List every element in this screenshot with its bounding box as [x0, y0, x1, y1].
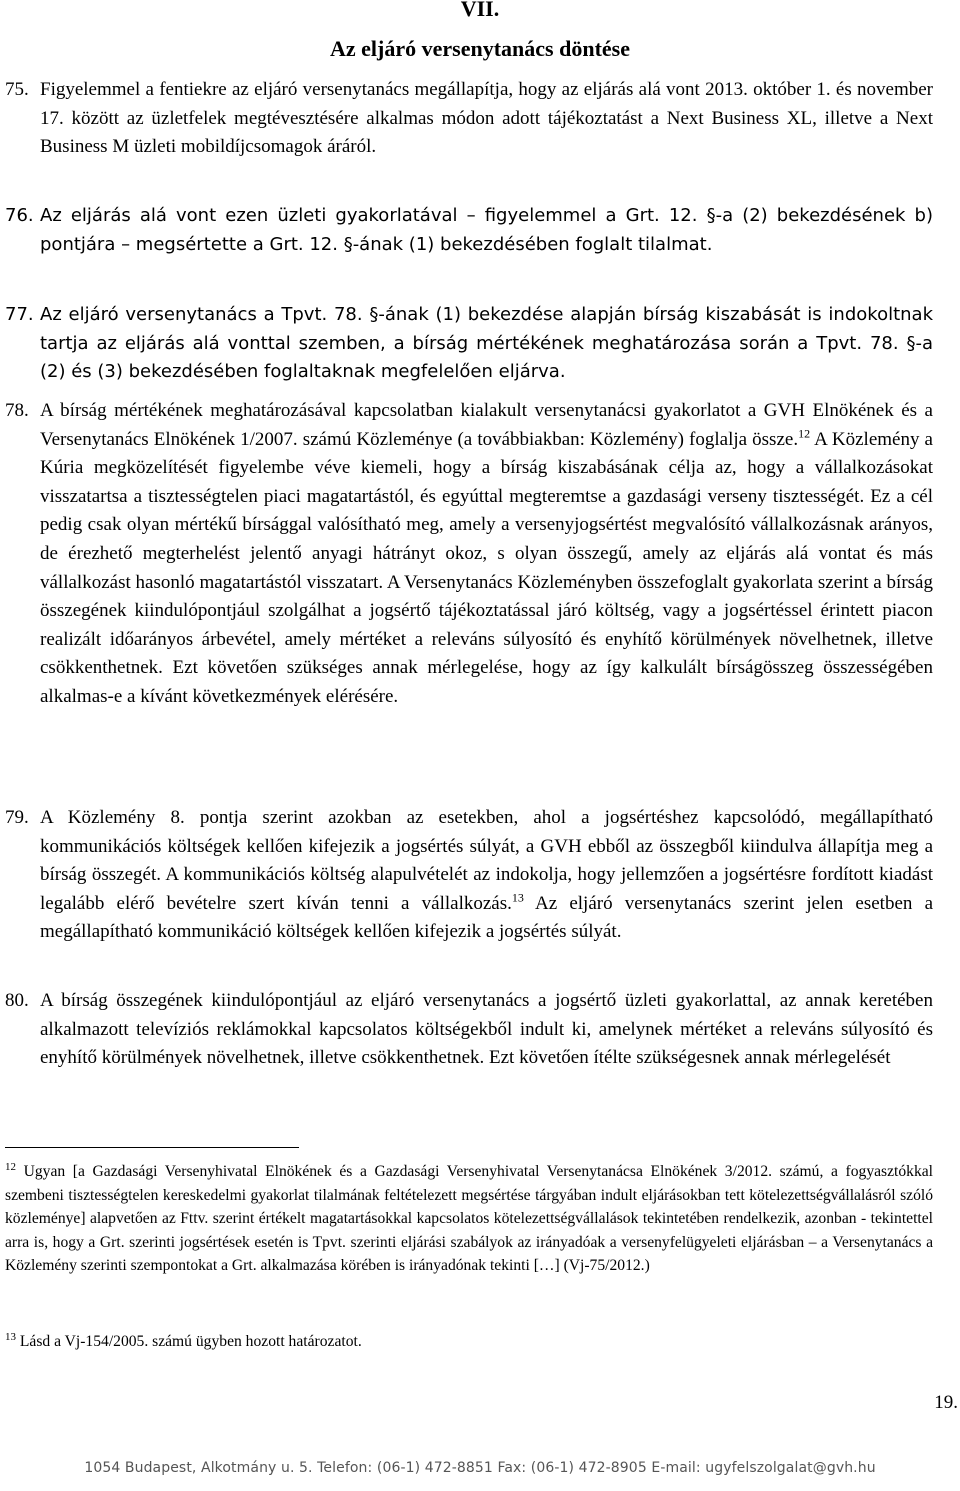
- page-number: 19.: [934, 1392, 958, 1413]
- paragraph-number: 77.: [5, 304, 34, 325]
- footnote-12: [5, 1160, 933, 1278]
- paragraph-text: Az eljárás alá vont ezen üzleti gyakorlatával – figyelemmel a Grt. 12. §-a (2) bekezdésének b) pontjára – megsértette a Grt. 12. §-ának (1) bekezdésében foglalt tilalmat.: [40, 205, 933, 255]
- footnote-text: Lásd a Vj-154/2005. számú ügyben hozott határozatot.: [16, 1333, 362, 1350]
- paragraph-text-part: A bírság mértékének meghatározásával kapcsolatban kialakult versenytanácsi gyakorlatot a GVH Elnökének és a Versenytanács Elnökének 1/2007. számú Közleménye (a továbbiakban: Közlemény) foglalja össze.: [40, 400, 933, 450]
- page-footer: 1054 Budapest, Alkotmány u. 5. Telefon: (06-1) 472-8851 Fax: (06-1) 472-8905 E-mail: ugyfelszolgalat@gvh.hu: [84, 1460, 876, 1476]
- paragraph-number: 80.: [5, 990, 29, 1011]
- paragraph-number: 78.: [5, 400, 29, 421]
- paragraph-text-part: A Közlemény a Kúria megközelítését figyelembe véve kiemeli, hogy a bírság kiszabásának célja az, hogy a vállalkozásokat visszatartsa a tisztességtelen piaci magatartástól, és egyúttal megteremtse a gazdasági verseny tisztességét. Ez a cél pedig csak olyan mértékű bírsággal valósítható meg, amely a versenyjogsértést megvalósító vállalkozásnak arányos, de érezhető megterhelést jelentő anyagi hátrányt okoz, s olyan összegű, amely az eljárás alá vontat és más vállalkozást hasonló magatartástól visszatart. A Versenytanács Közleményben összefoglalt gyakorlata szerint a bírság összegének kiindulópontjául szolgálhat a jogsértő tájékoztatással járó költség, vagy a jogsértéssel érintett piacon realizált időarányos árbevétel, amely mértéket a releváns súlyosító és enyhítő körülmények növelhetnek, illetve csökkenthetnek. Ezt követően szükséges annak mérlegelése, hogy az így kalkulált bírságösszeg összességében alkalmas-e a kívánt következmények elérésére.: [40, 428, 933, 707]
- paragraph-text: Figyelemmel a fentiekre az eljáró versenytanács megállapítja, hogy az eljárás alá vont 2013. október 1. és november 17. között az üzletfelek megtévesztésére alkalmas módon adott tájékoztatást a Next Business XL, illetve a Next Business M üzleti mobildíjcsomagok áráról.: [40, 79, 933, 158]
- footnote-reference: 12: [798, 426, 811, 441]
- paragraph-number: 76.: [5, 205, 34, 226]
- paragraph-text: Az eljáró versenytanács a Tpvt. 78. §-ának (1) bekezdése alapján bírság kiszabását is indokoltnak tartja az eljárás alá vonttal szemben, a bírság mértékének meghatározása során a Tpvt. 78. §-a (2) és (3) bekezdésében foglaltaknak megfelelően eljárva.: [40, 304, 933, 383]
- paragraph-number: 75.: [5, 79, 29, 100]
- paragraph-text: [40, 397, 933, 712]
- footnote-13: [5, 1330, 933, 1354]
- footnote-number: 13: [5, 1330, 16, 1343]
- paragraph-text-part: Az eljáró versenytanács szerint jelen esetben a megállapítható kommunikáció költségek kellően kifejezik a jogsértés súlyát.: [40, 892, 934, 943]
- paragraph-number: 79.: [5, 807, 29, 828]
- chapter-number: VII.: [460, 0, 500, 21]
- footnote-separator: [5, 1147, 299, 1148]
- paragraph-text-part: A Közlemény 8. pontja szerint azokban az esetekben, ahol a jogsértéshez kapcsolódó, megállapítható kommunikációs költségek kellően kifejezik a jogsértés súlyát, a GVH ebből az összegből kiindulva állapítja meg a bírság összegét. A kommunikációs költség alapulvételét az indokolja, hogy jellemzően a jogsértésre fordított kiadást legalább elérő bevételre szert kíván tenni a vállalkozás.: [40, 807, 933, 914]
- footnote-reference: 13: [511, 890, 524, 905]
- paragraph-text: A bírság összegének kiindulópontjául az eljáró versenytanács a jogsértő üzleti gyakorlattal, az annak keretében alkalmazott televíziós reklámokkal kapcsolatos költségekből indult ki, amelynek mértéket a releváns súlyosító és enyhítő körülmények növelhetnek, illetve csökkenthetnek. Ezt követően ítélte szükségesnek annak mérlegelését: [40, 990, 933, 1069]
- footnote-number: 12: [5, 1160, 16, 1173]
- footnote-text: Ugyan [a Gazdasági Versenyhivatal Elnökének és a Gazdasági Versenyhivatal Versenytanácsa Elnökének 3/2012. számú, a fogyasztókkal szembeni tisztességtelen kereskedelmi gyakorlat tilalmának feltételezett megsértése tárgyában indult eljárásokban tett kötelezettségvállalásról szóló közleménye] alapvetően az Fttv. szerint értékelt magatartásokkal kapcsolatos kötelezettségvállalások tekintetében rendelkezik, azonban - tekintettel arra is, hogy a Grt. szerinti jogsértések esetén is Tpvt. szerinti eljárási szabályok az irányadóak a versenyfelügyeleti eljárásban – a Versenytanács a Közlemény szerinti szempontokat a Grt. alkalmazása körében is irányadónak tekinti […] (Vj-75/2012.): [5, 1163, 933, 1274]
- section-heading: Az eljáró versenytanács döntése: [330, 36, 630, 61]
- paragraph-text: [40, 804, 933, 947]
